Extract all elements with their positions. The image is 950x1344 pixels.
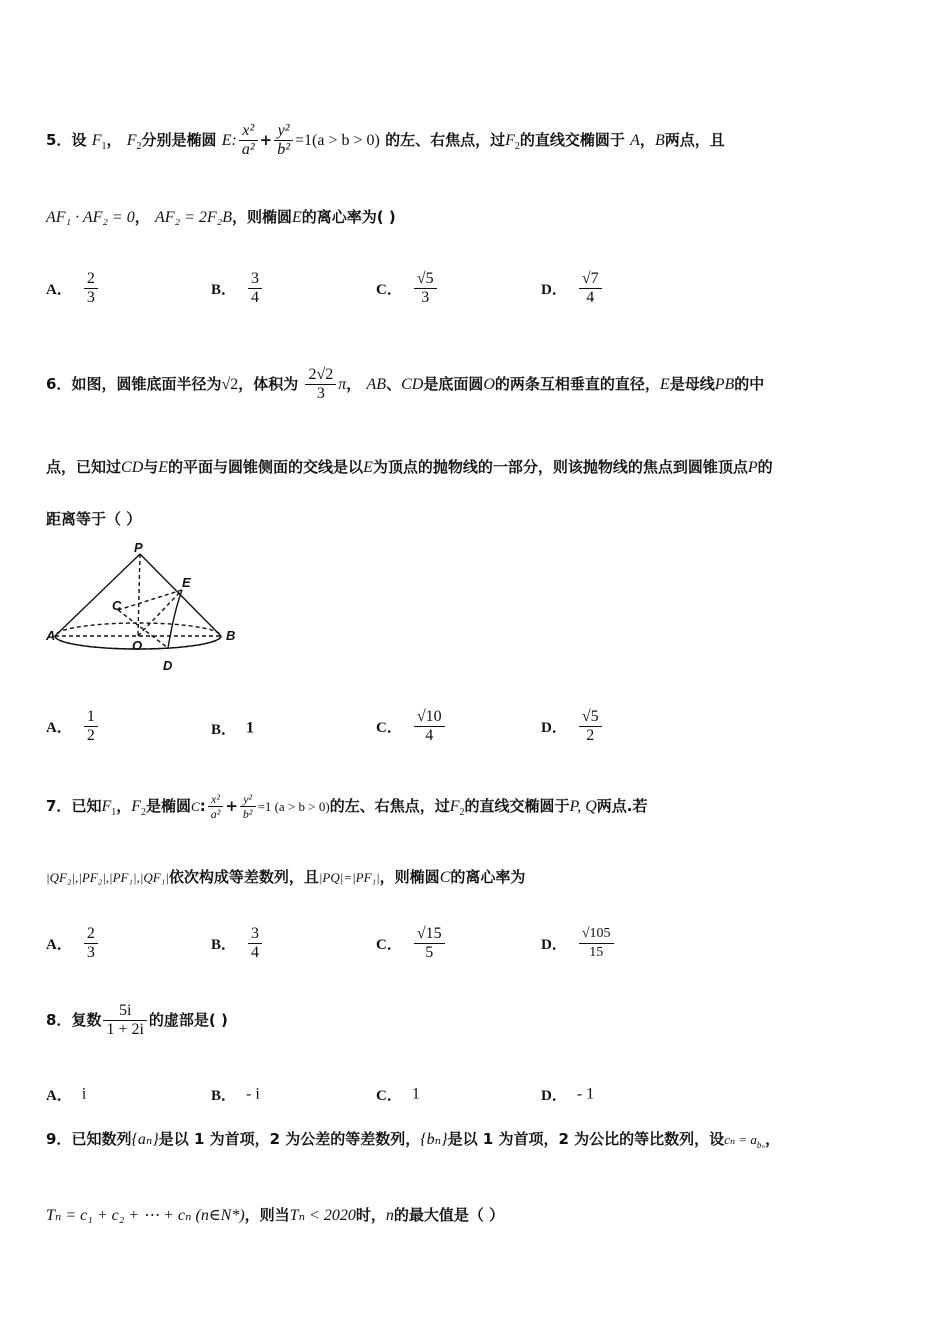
option-c[interactable]: C． $\frac{√10}{4}$ <box>376 708 447 745</box>
question-6-line-1: 6．如图，圆锥底面半径为√2，体积为 $\frac{2√2}{3}$ π， AB、CD是底面圆O的两条互相垂直的直径，E是母线PB的中 <box>46 366 765 402</box>
question-5-line-1: 5．设 $F_1$， $F_2$分别是椭圆 E: $\frac{\text{x²}}{\text{a²}}$ + $\frac{\text{y²}}{\text{b²}}$ =1(a > b > 0) 的左、右焦点，过$F_2$的直线交椭圆于 A，B两点，且 <box>46 122 725 158</box>
label-p: P <box>134 540 143 555</box>
option-d[interactable]: D． - 1 <box>541 1085 595 1104</box>
label-b: B <box>226 628 236 643</box>
option-a[interactable]: A． i <box>46 1085 87 1104</box>
cone-figure <box>46 540 246 675</box>
option-d[interactable]: D． $\frac{√105}{15}$ <box>541 925 616 962</box>
height-po <box>138 554 140 636</box>
label-c: C <box>112 598 122 613</box>
option-a[interactable]: A． $\frac{2}{3}$ <box>46 270 100 307</box>
question-9-line-1: 9．已知数列{aₙ}是以 1 为首项，2 为公差的等差数列，{bₙ}是以 1 为首项，2 为公比的等比数列，设$c_n = a_{b_n}$， <box>46 1130 781 1150</box>
label-o: O <box>132 638 143 653</box>
diameter-cd <box>118 610 168 648</box>
option-c[interactable]: C． 1 <box>376 1085 420 1104</box>
option-c[interactable]: C． $\frac{√5}{3}$ <box>376 270 439 307</box>
question-6-line-2: 点，已知过CD与E的平面与圆锥侧面的交线是以E为顶点的抛物线的一部分，则该抛物线的焦点到圆锥顶点P的 <box>46 458 773 476</box>
label-e: E <box>182 575 191 590</box>
question-9-line-2: Tₙ = c₁ + c₂ + ⋯ + cₙ (n∈N*)，则当Tₙ < 2020时，n的最大值是（ ） <box>46 1206 505 1224</box>
question-8-line-1: 8．复数 $\frac{5i}{1 + 2i}$ 的虚部是( ) <box>46 1002 228 1038</box>
label-a: A <box>46 628 56 643</box>
option-b[interactable]: B． $\frac{3}{4}$ <box>211 925 264 962</box>
question-7-line-1: 7．已知$F_1$，$F_2$是椭圆C: $\frac{\text{x²}}{\text{a²}}$ + $\frac{\text{y²}}{\text{b²}}$ =1 (a > b > 0)的左、右焦点，过$F_2$的直线交椭圆于P, Q两点.若 <box>46 792 648 821</box>
option-b[interactable]: B． 1 <box>211 719 255 738</box>
option-a[interactable]: A． $\frac{2}{3}$ <box>46 925 100 962</box>
ellipse-equation: E: <box>221 132 237 149</box>
option-d[interactable]: D． $\frac{√5}{2}$ <box>541 708 604 745</box>
label-d: D <box>163 658 173 673</box>
option-b[interactable]: B． $\frac{3}{4}$ <box>211 270 264 307</box>
option-d[interactable]: D． $\frac{√7}{4}$ <box>541 270 604 307</box>
option-c[interactable]: C． $\frac{√15}{5}$ <box>376 925 447 962</box>
question-7-line-2: |QF₂|,|PF₂|,|PF₁|,|QF₁|依次构成等差数列，且|PQ|=|PF₁|，则椭圆C的离心率为 <box>46 868 526 886</box>
question-5-line-2: AF₁ · AF₂ = 0， AF₂ = 2F₂B，则椭圆E的离心率为( ) <box>46 208 396 226</box>
question-6-line-3: 距离等于（ ） <box>46 510 142 528</box>
parabola-arc <box>168 590 182 648</box>
option-b[interactable]: B． - i <box>211 1085 260 1104</box>
option-a[interactable]: A． $\frac{1}{2}$ <box>46 708 100 745</box>
